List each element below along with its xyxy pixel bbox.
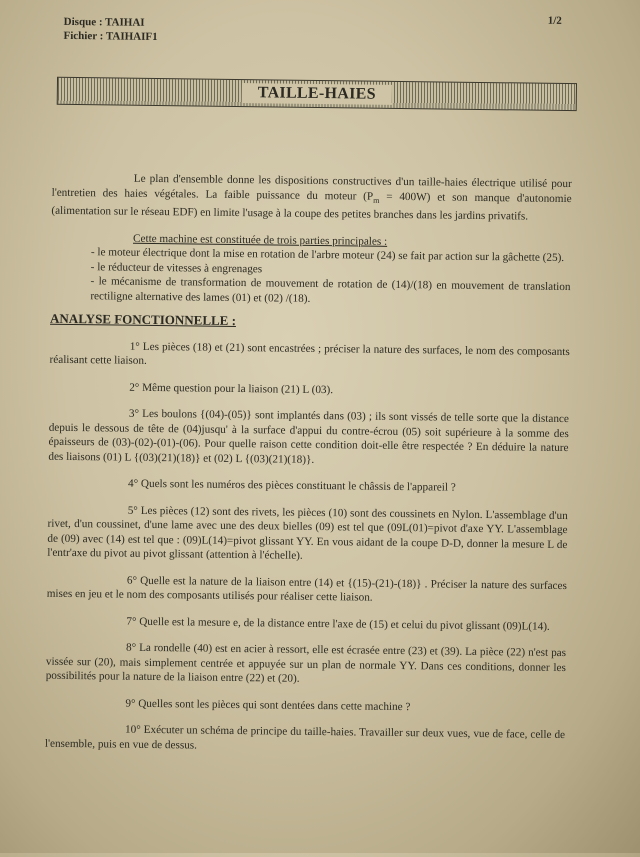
intro-paragraph	[51, 171, 572, 225]
question-2: 2° Même question pour la liaison (21) L (03).	[129, 381, 334, 396]
question-1: 1° Les pièces (18) et (21) sont encastrées ; préciser la nature des surfaces, le nom des composants réalisant cette liaison.	[49, 340, 570, 368]
intro-subscript: m	[373, 195, 380, 205]
question-6: 6° Quelle est la nature de la liaison entre (14) et {(15)-(21)-(18)} . Préciser la nature des surfaces mises en jeu et le nom des composants utilisés pour réaliser cette liaison.	[46, 574, 567, 604]
question-9: 9° Quelles sont les pièces qui sont dentées dans cette machine ?	[125, 697, 411, 713]
part-item: - le moteur électrique dont la mise en rotation de l'arbre moteur (24) se fait par action sur la gâchette (25).	[90, 246, 565, 265]
question-3: 3° Les boulons {(04)-(05)} sont implantés dans (03) ; ils sont vissés de telle sorte que la distance depuis le dessous de tête de (04)jusqu' à la surface d'appui du contre-écrou (05) soit supérieure à la somme des épaisseurs de (03)-(02)-(01)-(06). Pour quelle raison cette condition doit-elle être respectée ? En déduire la nature des liaisons (01) L {(03)(21)(18)} et (02) L {(03)(21)(18)}.	[48, 407, 569, 466]
page-number: 1/2	[547, 14, 562, 27]
question-7: 7° Quelle est la mesure e, de la distance entre l'axe de (15) et celui du pivot glissant (09)L(14).	[126, 615, 550, 633]
part-item: - le réducteur de vitesses à engrenages	[90, 260, 263, 276]
section-title: ANALYSE FONCTIONNELLE :	[49, 310, 237, 329]
title-banner	[57, 77, 577, 111]
intro-text-after: = 400W) et son manque d'autonomie (alimentation sur le réseau EDF) en limite l'usage à la coupe des petites branches dans les jardins privatifs.	[51, 190, 572, 223]
question-4: 4° Quels sont les numéros des pièces constituant le châssis de l'appareil ?	[128, 477, 456, 494]
question-5: 5° Les pièces (12) sont des rivets, les pièces (10) sont des coussinets en Nylon. L'assemblage d'un rivet, d'un coussinet, d'une lame avec une des deux bielles (09) est tel que (09L(01)=pivot d'axe YY. L'assemblage de (09) avec (14) est tel que : (09)L(14)=pivot glissant YY. En vous aidant de la coupe D-D, donner la mesure L de l'entr'axe du pivot au pivot glissant (attention à l'échelle).	[47, 504, 568, 563]
document-title: TAILLE-HAIES	[242, 83, 392, 105]
fichier-line: Fichier : TAIHAIF1	[63, 29, 158, 44]
intro-text-before: Le plan d'ensemble donne les dispositions constructives d'un taille-haies électrique utilisé pour l'entretien des haies végétales. La faible puissance du moteur (P	[51, 172, 572, 203]
file-header	[63, 15, 157, 44]
disque-line: Disque : TAIHAI	[63, 15, 145, 29]
part-item: - le mécanisme de transformation de mouvement de rotation de (14)/(18) en mouvement de translation rectiligne alternative des lames (01) et (02) /(18).	[90, 275, 571, 305]
parts-heading: Cette machine est constituée de trois parties principales :	[132, 232, 388, 248]
question-10: 10° Exécuter un schéma de principe du taille-haies. Travailler sur deux vues, vue de face, celle de l'ensemble, puis en vue de dessus.	[44, 723, 566, 752]
document-body	[45, 171, 572, 758]
question-8: 8° La rondelle (40) est en acier à ressort, elle est écrasée entre (23) et (39). La pièce (22) n'est pas vissée sur (20), mais simplement centrée et appuyée sur un plan de normale YY. Dans ces conditions, donner les possibilités pour la nature de la liaison entre (22) et (20).	[45, 641, 567, 686]
